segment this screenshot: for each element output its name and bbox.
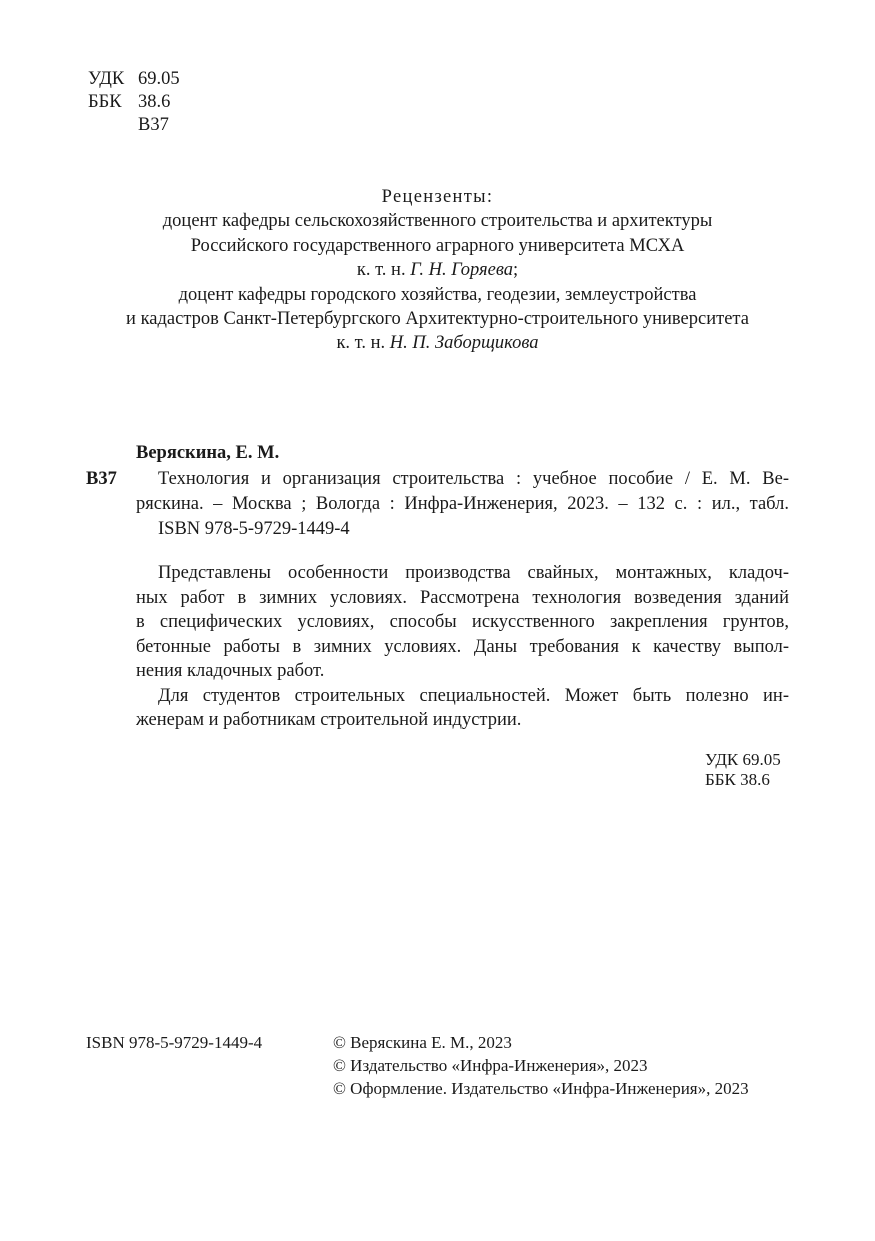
bbk-row [88,91,180,114]
reviewer-1-name: Г. Н. Горяева [410,260,513,281]
bbk-bottom: ББК 38.6 [705,770,770,789]
classification-codes [88,68,180,137]
annotation [136,561,789,733]
reviewers-block [0,185,875,356]
biblio-line-1: Технология и организация строительства : учебное пособие / Е. М. Ве- [158,469,789,489]
reviewer-1-line-1: доцент кафедры сельскохозяйственного строительства и архитектуры [162,211,713,232]
annotation-line-4: бетонные работы в зимних условиях. Даны требования к качеству выпол- [136,636,789,657]
footer-isbn: ISBN 978-5-9729-1449-4 [86,1033,263,1052]
reviewer-1-degree: к. т. н. [356,260,406,281]
reviewer-2-line-1: доцент кафедры городского хозяйства, геодезии, землеустройства [178,284,697,305]
biblio-isbn: ISBN 978-5-9729-1449-4 [158,519,350,539]
annotation-line-1: Представлены особенности производства свайных, монтажных, кладоч- [158,563,789,583]
author-mark: В37 [138,115,169,135]
reviewer-1-line-2: Российского государственного аграрного университета МСХА [190,235,685,256]
reviewer-2-degree: к. т. н. [336,333,386,354]
biblio-code: В37 [86,469,117,489]
annotation-line-7: женерам и работникам строительной индустрии. [136,710,522,730]
annotation-line-5: нения кладочных работ. [136,661,325,681]
biblio-line-2: ряскина. – Москва ; Вологда : Инфра-Инженерия, 2023. – 132 с. : ил., табл. [136,494,789,514]
annotation-line-3: в специфических условиях, способы искусственного закрепления грунтов, [136,612,789,632]
biblio-author: Веряскина, Е. М. [136,443,280,463]
author-mark-row [88,114,180,137]
udk-bottom: УДК 69.05 [705,750,781,769]
reviewers-heading: Рецензенты: [381,187,494,207]
copyright-author: © Веряскина Е. М., 2023 [333,1033,512,1052]
biblio-description [136,467,789,542]
reviewer-2-line-2: и кадастров Санкт-Петербургского Архитектурно-строительного университета [126,309,749,330]
copyright-block [333,1031,749,1100]
udk-label: УДК [88,69,125,89]
reviewer-2-name-line [0,331,875,355]
udk-value: 69.05 [138,69,180,89]
reviewer-1-name-line: к. т. н. Г. Н. Горяева; [356,260,519,281]
annotation-line-2: ных работ в зимних условиях. Рассмотрена технология возведения зданий [136,587,789,608]
bbk-label: ББК [88,92,122,112]
udk-row [88,68,180,91]
copyright-publisher: © Издательство «Инфра-Инженерия», 2023 [333,1056,648,1075]
copyright-design: © Оформление. Издательство «Инфра-Инженерия», 2023 [333,1079,749,1098]
reviewer-2-name: Н. П. Заборщикова [389,333,539,354]
classification-codes-bottom [705,750,781,790]
annotation-line-6: Для студентов строительных специальностей. Может быть полезно ин- [158,685,789,706]
bbk-value: 38.6 [138,92,171,112]
